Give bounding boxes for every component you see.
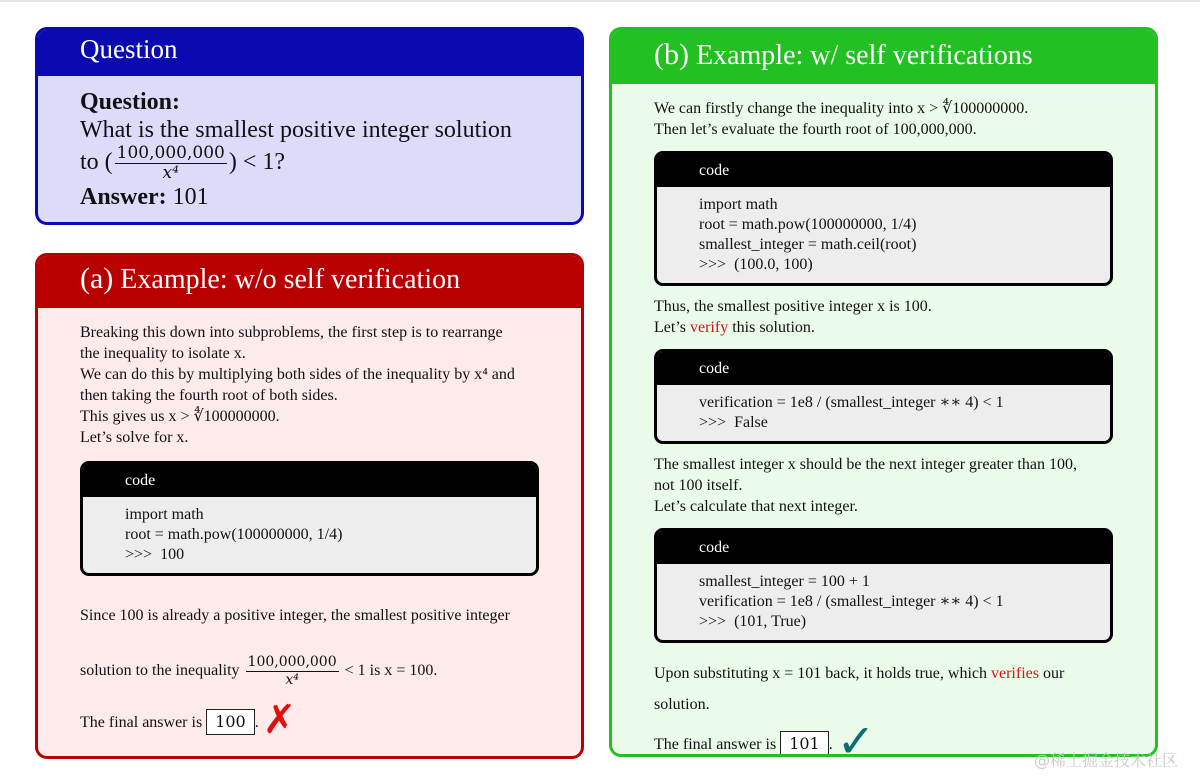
- panel-b-header: [612, 30, 1155, 84]
- panel-a-paragraph: Since 100 is already a positive integer, the smallest positive integer: [80, 607, 510, 624]
- code-block-header: code: [83, 464, 536, 497]
- panel-a-paragraph: the inequality to isolate x.: [80, 345, 246, 362]
- question-fraction-denominator: x⁴: [162, 163, 179, 183]
- code-line: >>> (100.0, 100): [699, 256, 813, 273]
- panel-b-body: [612, 84, 1155, 757]
- panel-a-paragraph: then taking the fourth root of both sides.: [80, 387, 338, 404]
- final-answer-box: 101: [780, 731, 829, 757]
- check-mark-icon: ✓: [836, 714, 876, 757]
- panel-a-body: [38, 308, 581, 743]
- panel-a-conclusion: [80, 654, 539, 689]
- question-inequality-prefix: to (: [80, 149, 113, 176]
- panel-a-header-title: Example: w/o self verification: [120, 264, 461, 295]
- code-line: smallest_integer = 100 + 1: [699, 573, 870, 590]
- code-line: verification = 1e8 / (smallest_integer ∗∗ 4) < 1: [699, 394, 1004, 411]
- code-line: verification = 1e8 / (smallest_integer ∗∗ 4) < 1: [699, 593, 1004, 610]
- watermark: @稀土掘金技术社区: [1033, 751, 1178, 770]
- code-line: root = math.pow(100000000, 1/4): [125, 526, 343, 543]
- verifies-line-suffix: our: [1042, 665, 1065, 682]
- conclusion-fraction-numerator: 100,000,000: [247, 654, 337, 670]
- question-fraction: [115, 144, 227, 183]
- panel-a-header-prefix: (a): [80, 262, 114, 295]
- verifies-line-prefix: Upon substituting x = 101 back, it holds true, which: [654, 665, 987, 682]
- question-inequality-suffix: ) < 1?: [228, 149, 286, 176]
- verify-line-suffix: this solution.: [732, 319, 815, 336]
- code-line: root = math.pow(100000000, 1/4): [699, 216, 917, 233]
- panel-a-without-verification: [35, 253, 584, 759]
- question-panel-body: [38, 76, 581, 211]
- final-answer-box: 100: [206, 709, 255, 735]
- wrong-mark-icon: ✗: [262, 697, 297, 743]
- code-line: >>> False: [699, 414, 768, 431]
- panel-b-paragraph: We can firstly change the inequality into x > ∜100000000.: [654, 100, 1029, 117]
- panel-b-paragraph: Thus, the smallest positive integer x is 100.: [654, 298, 932, 315]
- panel-b-paragraph: The smallest integer x should be the next integer greater than 100,: [654, 456, 1077, 473]
- code-block-body: [657, 187, 1110, 283]
- conclusion-fraction: [246, 654, 339, 689]
- panel-a-paragraph: This gives us x > ∜100000000.: [80, 408, 280, 425]
- question-inequality: [80, 144, 581, 183]
- question-panel-header: Question: [38, 30, 581, 76]
- conclusion-fraction-denominator: x⁴: [285, 672, 299, 688]
- panel-b-verify-line: [654, 317, 1113, 338]
- code-line: >>> (101, True): [699, 613, 807, 630]
- code-block-body: [657, 385, 1110, 441]
- question-label: Question:: [80, 89, 181, 115]
- code-block-header: code: [657, 531, 1110, 564]
- code-block-header: code: [657, 154, 1110, 187]
- top-divider: [0, 0, 1200, 2]
- question-answer: [80, 183, 581, 211]
- code-block-body: [83, 497, 536, 573]
- verify-keyword: verify: [690, 319, 729, 336]
- panel-b-code-block-1: [654, 151, 1113, 286]
- final-answer-period: .: [254, 714, 259, 731]
- verifies-keyword: verifies: [991, 665, 1039, 682]
- question-fraction-numerator: 100,000,000: [116, 143, 225, 163]
- panel-b-paragraph: Let’s calculate that next integer.: [654, 498, 858, 515]
- panel-a-code-block: [80, 461, 539, 576]
- panel-b-code-block-3: [654, 528, 1113, 643]
- conclusion-prefix: solution to the inequality: [80, 662, 240, 680]
- panel-b-paragraph: solution.: [654, 696, 710, 713]
- panel-a-paragraph: Let’s solve for x.: [80, 429, 189, 446]
- panel-a-paragraph: We can do this by multiplying both sides of the inequality by x⁴ and: [80, 366, 515, 383]
- answer-label: Answer:: [80, 184, 167, 210]
- panel-b-paragraph: not 100 itself.: [654, 477, 743, 494]
- final-answer-label: The final answer is: [654, 736, 777, 753]
- panel-b-code-block-2: [654, 349, 1113, 444]
- code-block-body: [657, 564, 1110, 640]
- panel-b-header-prefix: (b): [654, 38, 689, 71]
- answer-value: 101: [172, 184, 209, 210]
- code-block-header: code: [657, 352, 1110, 385]
- panel-a-paragraph: Breaking this down into subproblems, the first step is to rearrange: [80, 324, 503, 341]
- code-line: import math: [699, 196, 778, 213]
- verify-line-prefix: Let’s: [654, 319, 686, 336]
- question-panel: [35, 27, 584, 225]
- final-answer-label: The final answer is: [80, 714, 203, 731]
- panel-b-verifies-line: [654, 663, 1113, 684]
- panel-b-with-verification: [609, 27, 1158, 757]
- panel-a-header: [38, 256, 581, 308]
- final-answer-period: .: [828, 736, 833, 753]
- panel-a-final-answer: [80, 697, 539, 743]
- panel-b-paragraph: Then let’s evaluate the fourth root of 100,000,000.: [654, 121, 977, 138]
- code-line: import math: [125, 506, 204, 523]
- question-text: What is the smallest positive integer solution: [80, 117, 512, 143]
- conclusion-suffix: < 1 is x = 100.: [344, 662, 438, 680]
- panel-b-header-title: Example: w/ self verifications: [695, 40, 1033, 71]
- code-line: >>> 100: [125, 546, 185, 563]
- code-line: smallest_integer = math.ceil(root): [699, 236, 917, 253]
